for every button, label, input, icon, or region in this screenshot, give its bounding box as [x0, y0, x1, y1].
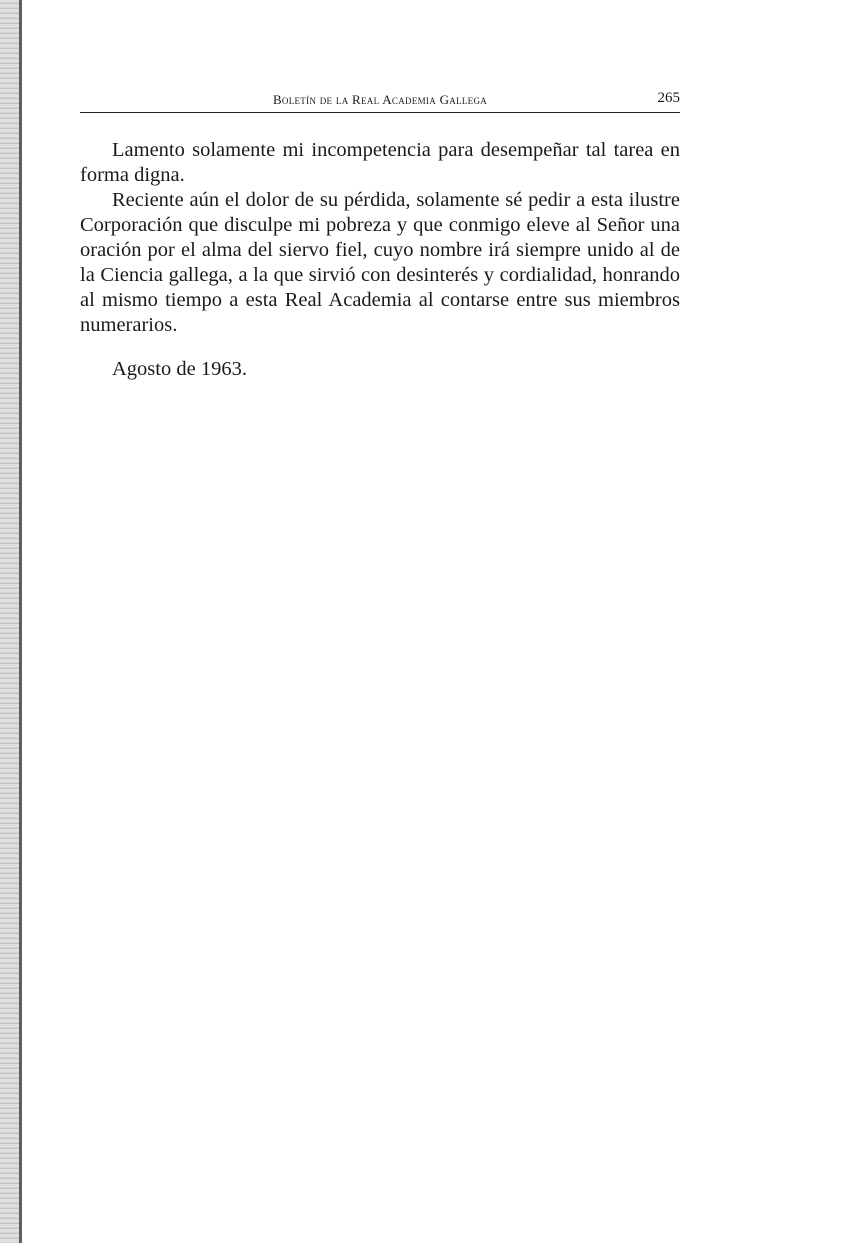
body-text	[80, 138, 680, 382]
page-header	[80, 90, 680, 113]
page-number: 265	[657, 90, 680, 106]
running-title: Boletín de la Real Academia Gallega	[272, 92, 488, 107]
page-binding-edge	[0, 0, 22, 1243]
paragraph: Reciente aún el dolor de su pérdida, solamente sé pedir a esta ilustre Corporación que disculpe mi pobreza y que conmigo eleve al Señor una oración por el alma del siervo fiel, cuyo nombre irá siempre unido al de la Ciencia gallega, a la que sirvió con desinterés y cordialidad, honrando al mismo tiempo a esta Real Academia al contarse entre sus miembros numerarios.	[80, 189, 680, 336]
date-line: Agosto de 1963.	[112, 358, 247, 380]
paragraph: Lamento solamente mi incompetencia para desempeñar tal tarea en forma digna.	[80, 139, 680, 186]
